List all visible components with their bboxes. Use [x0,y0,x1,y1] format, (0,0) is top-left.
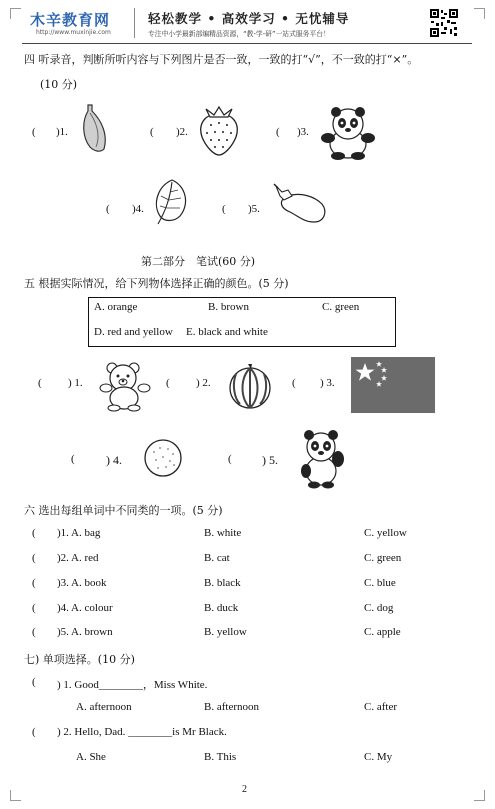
option-b: B. yellow [204,626,247,638]
item-number: ) 4. [106,453,122,467]
option-c: C. yellow [364,527,407,539]
answer-paren: ( [38,377,42,389]
header-slogan: 轻松教学 • 高效学习 • 无忧辅导 [148,11,350,26]
answer-paren: ( [228,453,232,465]
orange-icon [142,438,184,478]
answer-paren: ( [32,676,36,688]
answer-paren: ( [32,626,36,638]
section6-title: 六 选出每组单词中不同类的一项。(5 分) [24,504,223,517]
answer-paren: ( [292,377,296,389]
panda-icon [296,427,346,489]
china-flag-icon [351,357,435,413]
option-c: C. My [364,751,393,763]
item-number: )3. [297,126,309,138]
option-a: A. afternoon [76,701,132,713]
answer-paren: ( [222,203,226,215]
option-e: E. black and white [186,326,268,338]
option-a: )3. A. book [57,577,107,589]
question-stem: ) 2. Hello, Dad. ________is Mr Black. [57,726,227,738]
site-logo: 木辛教育网 [30,11,111,29]
item-number: ) 3. [320,377,335,389]
option-c: C. after [364,701,397,713]
answer-paren: ( [276,126,280,138]
crop-mark [10,8,21,19]
watermelon-icon [226,362,274,410]
header-rule [22,43,472,44]
option-a: )4. A. colour [57,602,113,614]
strawberry-icon [196,103,242,157]
answer-paren: ( [166,377,170,389]
banana-icon [76,103,116,153]
option-b: B. white [204,527,242,539]
option-a: )2. A. red [57,552,99,564]
bear-icon [98,358,152,412]
item-number: )2. [176,126,188,138]
header-divider [134,8,135,38]
option-c: C. green [364,552,402,564]
answer-paren: ( [71,453,75,465]
option-b: B. afternoon [204,701,259,713]
option-a: A. orange [94,301,138,313]
crop-mark [474,790,485,801]
answer-paren: ( [32,552,36,564]
page-number: 2 [242,784,247,795]
answer-paren: ( [32,602,36,614]
answer-paren: ( [106,203,110,215]
option-b: B. brown [208,301,249,313]
option-c: C. dog [364,602,394,614]
option-c: C. blue [364,577,396,589]
crop-mark [474,8,485,19]
option-a: A. She [76,751,106,763]
question-stem: ) 1. Good________，Miss White. [57,679,208,691]
item-number: )5. [248,203,260,215]
option-b: B. cat [204,552,230,564]
item-number: ) 5. [262,453,278,467]
answer-paren: ( [32,577,36,589]
answer-paren: ( [32,726,36,738]
item-number: ) 2. [196,377,211,389]
option-b: B. This [204,751,237,763]
site-url: http://www.muxinjie.com [36,29,111,36]
leaf-icon [152,178,192,226]
option-d: D. red and yellow [94,326,173,338]
option-c: C. green [322,301,360,313]
section4-score: (10 分) [40,78,78,91]
eggplant-icon [270,182,330,224]
qr-code-icon [429,8,459,38]
answer-paren: ( [150,126,154,138]
option-b: B. duck [204,602,239,614]
option-a: )1. A. bag [57,527,101,539]
section5-title: 五 根据实际情况，给下列物体选择正确的颜色。(5 分) [24,277,289,290]
panda-icon [318,104,378,160]
part2-title: 第二部分 笔试(60 分) [141,255,256,268]
item-number: )1. [56,126,68,138]
answer-paren: ( [32,527,36,539]
option-b: B. black [204,577,241,589]
header-subtitle: 专注中小学最新部编精品资源，“教-学-研”一站式服务平台！ [148,30,330,38]
answer-paren: ( [32,126,36,138]
item-number: )4. [132,203,144,215]
option-c: C. apple [364,626,401,638]
item-number: ) 1. [68,377,83,389]
section7-title: 七) 单项选择。(10 分) [24,653,135,666]
crop-mark [10,790,21,801]
section4-title: 四 听录音，判断所听内容与下列图片是否一致，一致的打“√”，不一致的打“×”。 [24,53,419,66]
option-a: )5. A. brown [57,626,113,638]
